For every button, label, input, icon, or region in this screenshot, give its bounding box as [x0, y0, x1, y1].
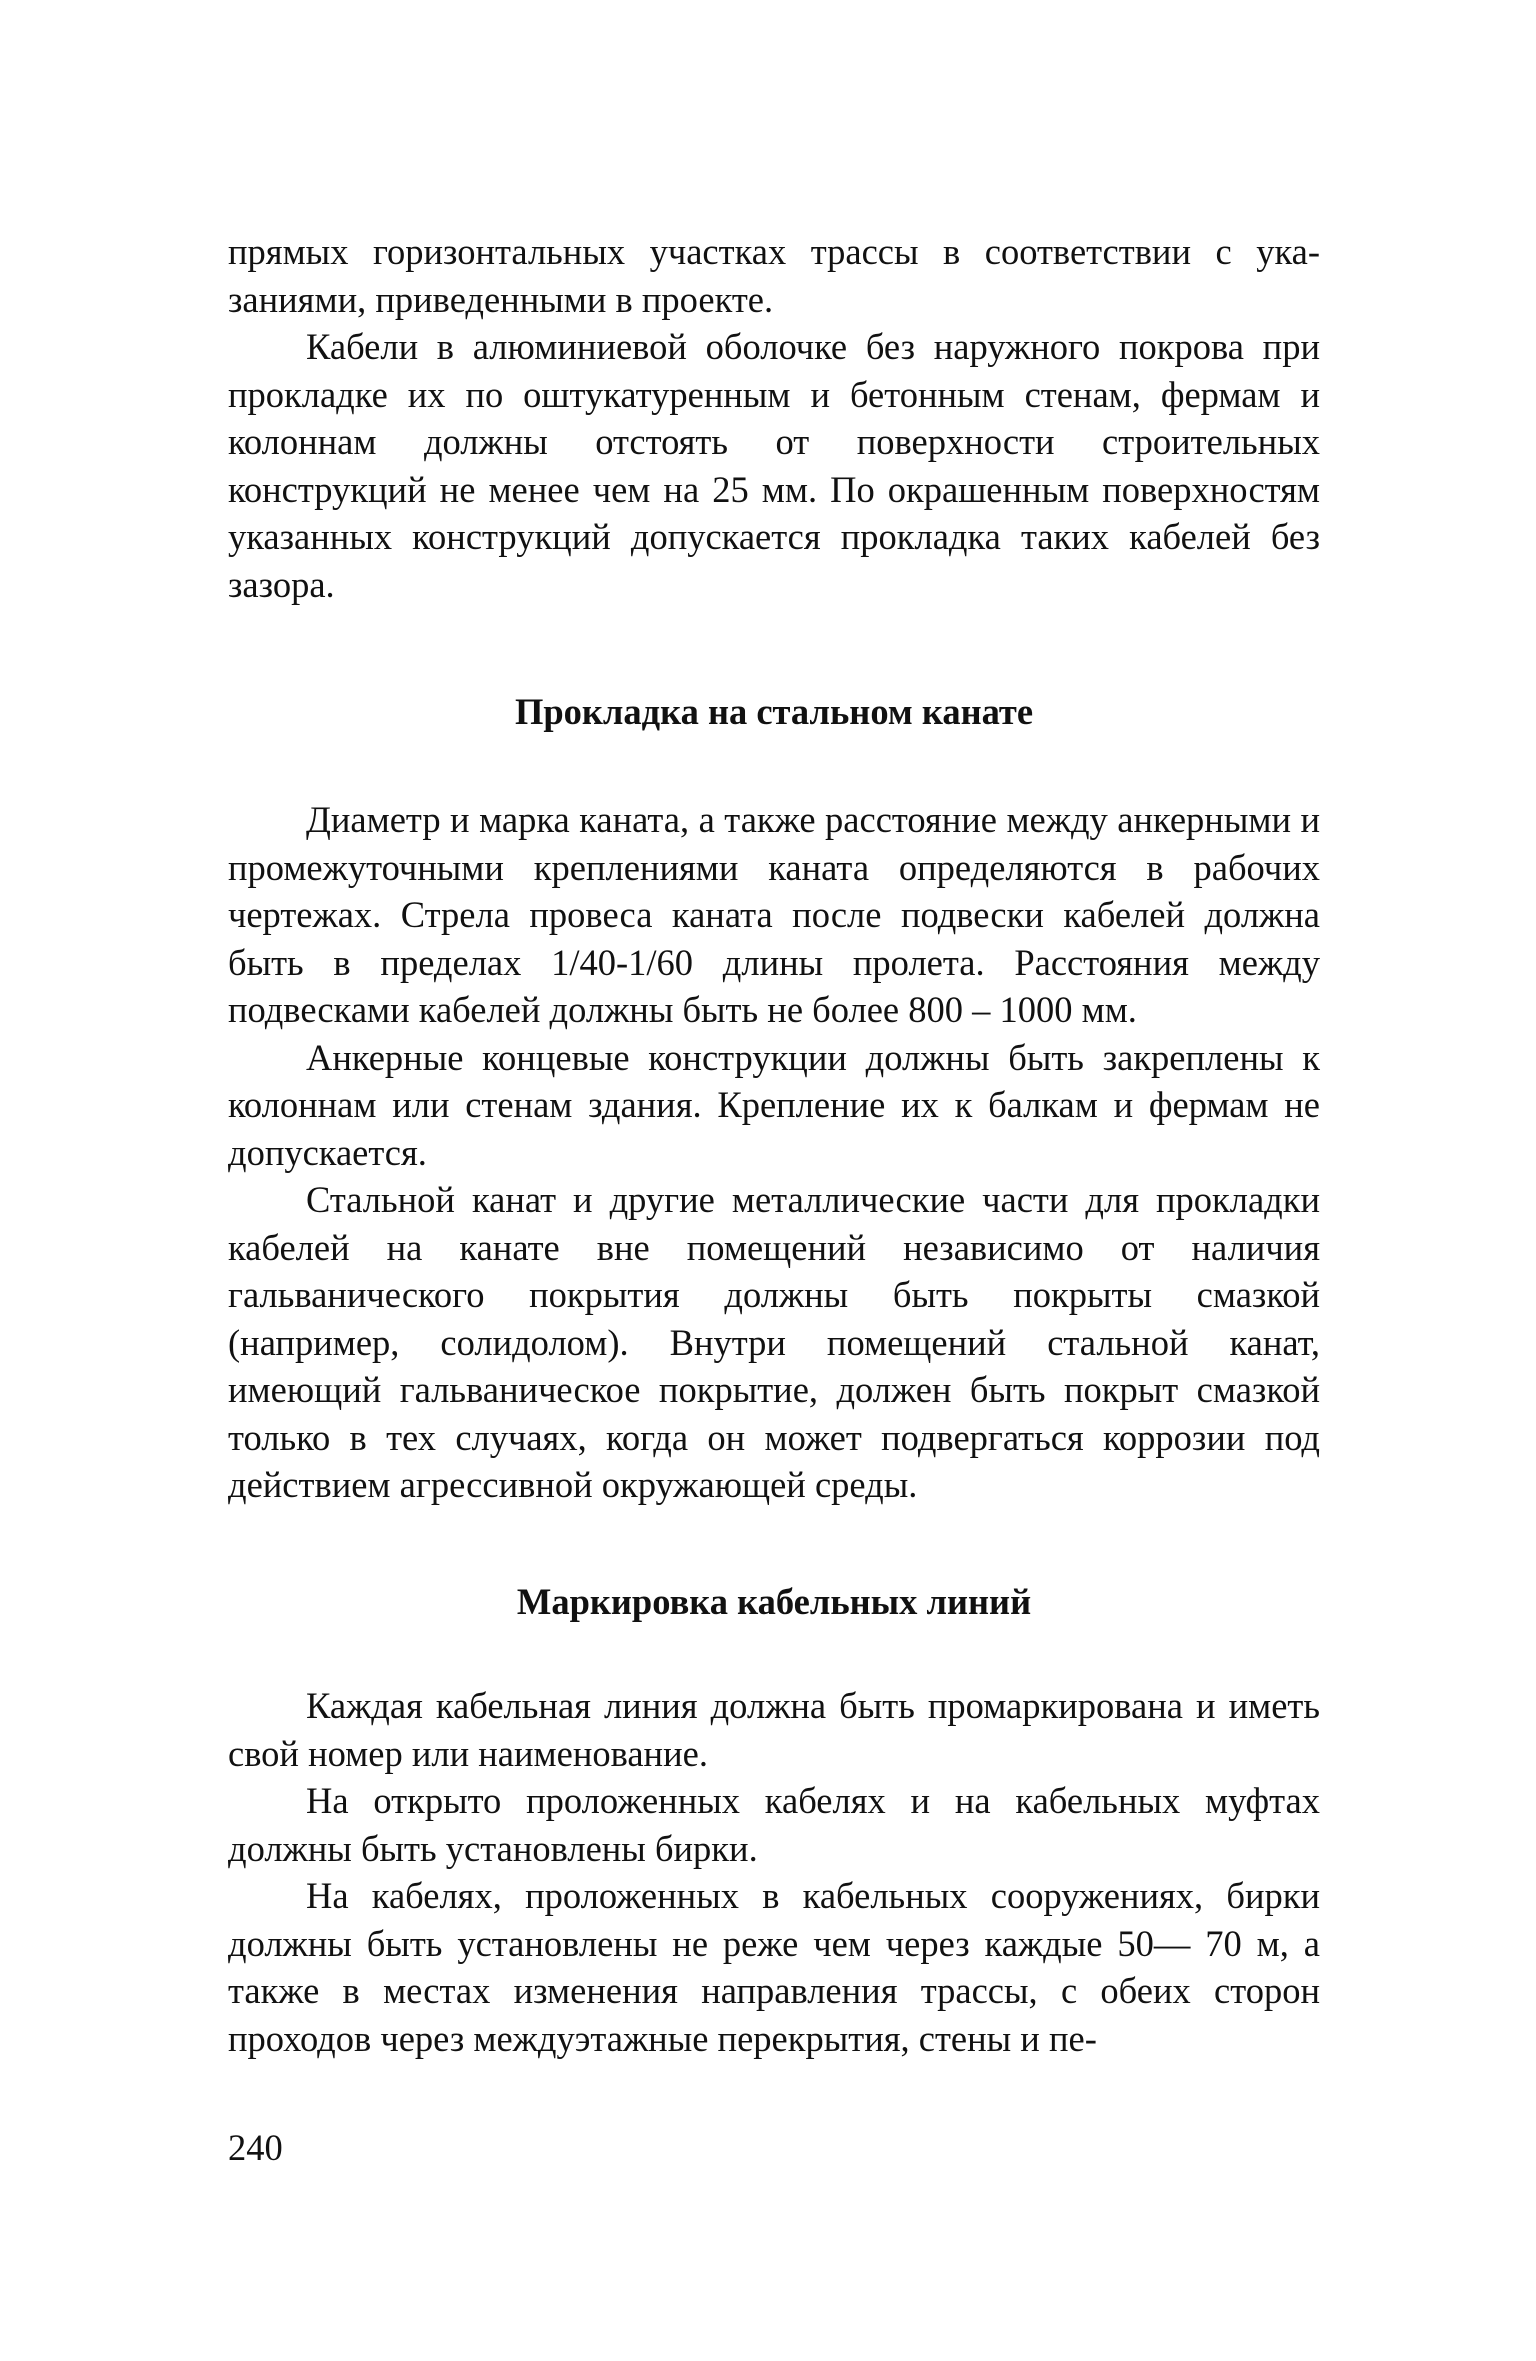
heading-cable-marking: Маркировка кабельных линий: [516, 1581, 1032, 1622]
paragraph-line-numbering: Каждая кабельная линия должна быть промаркирована и иметь свой номер или наименование.: [228, 1685, 1320, 1774]
paragraph-continuation: прямых горизонтальных участках трассы в соответствии с указаниями, приведенными в проекте.: [228, 231, 1320, 320]
marking-text-block: [228, 1682, 1320, 2062]
paragraph-aluminium-cables: Кабели в алюминиевой оболочке без наружного покрова при прокладке их по оштукатуренным и бетонным стенам, фермам и колоннам должны отстоять от поверхности строительных конструкций не менее чем на 25 мм. По окрашенным поверхностям указанных конструкций допускается прокладка таких кабелей без зазора.: [228, 326, 1320, 605]
paragraph-tags-open-cables: На открыто проложенных кабелях и на кабельных муфтах должны быть установлены бирки.: [228, 1780, 1320, 1869]
heading-steel-rope: Прокладка на стальном канате: [514, 691, 1034, 732]
intro-text-block: [228, 228, 1320, 608]
page-number: 240: [228, 2127, 283, 2168]
paragraph-tags-spacing: На кабелях, проложенных в кабельных сооружениях, бирки должны быть установлены не реже чем через каждые 50— 70 м, а также в местах изменения направления трассы, с обеих сторон проходов через междуэтажные перекрытия, стены и пе-: [228, 1875, 1320, 2059]
paragraph-rope-diameter: Диаметр и марка каната, а также расстояние между анкерными и промежуточными креплениями каната определяются в рабочих чертежах. Стрела провеса каната после подвески кабелей должна быть в пределах 1/40-1/60 длины пролета. Расстояния между подвесками кабелей должны быть не более 800 – 1000 мм.: [228, 799, 1320, 1030]
paragraph-rope-lubrication: Стальной канат и другие металлические части для прокладки кабелей на канате вне помещений независимо от наличия гальванического покрытия должны быть покрыты смазкой (например, солидолом). Внутри помещений стальной канат, имеющий гальваническое покрытие, должен быть покрыт смазкой только в тех случаях, когда он может подвергаться коррозии под действием агрессивной окружающей среды.: [228, 1179, 1320, 1505]
paragraph-anchor-structures: Анкерные концевые конструкции должны быть закреплены к колоннам или стенам здания. Крепление их к балкам и фермам не допускается.: [228, 1036, 1320, 1173]
steel-rope-text-block: [228, 796, 1320, 1509]
